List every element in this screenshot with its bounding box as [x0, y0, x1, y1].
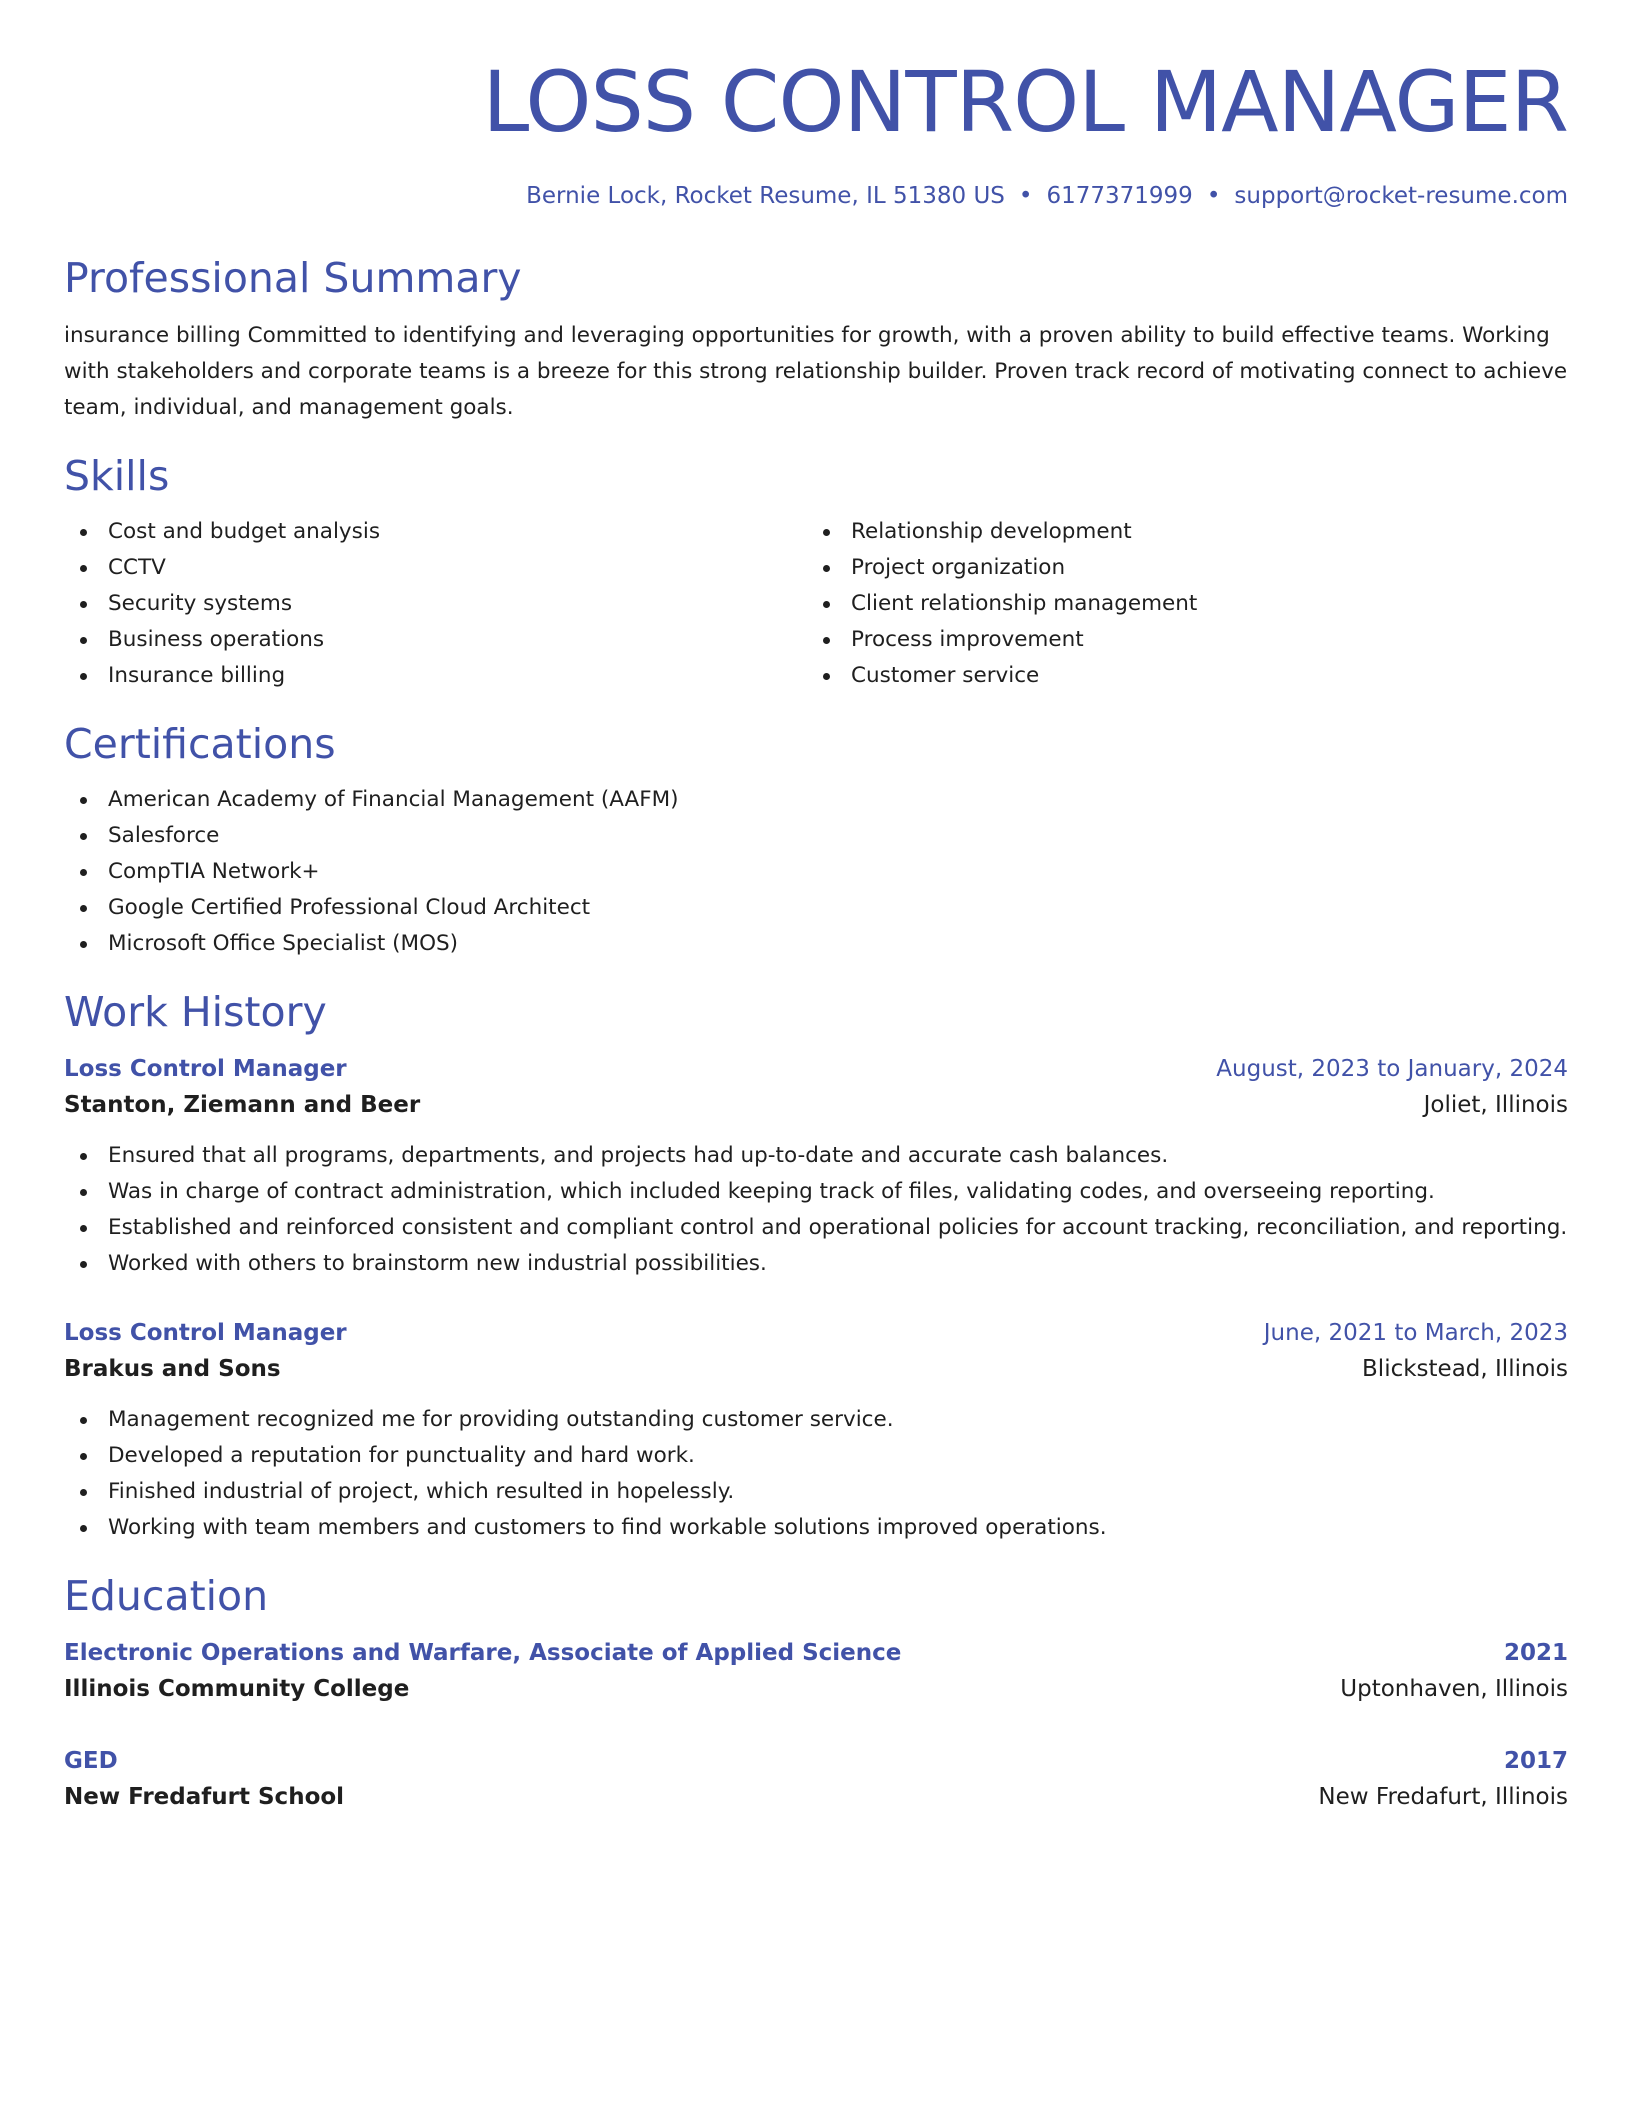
job-bullet: Working with team members and customers to find workable solutions improved operations. — [64, 1510, 1568, 1546]
skill-item: CCTV — [64, 550, 807, 586]
education-school: Illinois Community College — [64, 1676, 410, 1702]
certifications-list — [64, 782, 1568, 962]
education-degree: GED — [64, 1748, 118, 1774]
summary-section — [64, 252, 1568, 426]
skill-item: Customer service — [807, 658, 1550, 694]
job-header-row — [64, 1052, 1568, 1086]
job-entry — [64, 1316, 1568, 1546]
education-header-row — [64, 1636, 1568, 1670]
job-bullet: Worked with others to brainstorm new industrial possibilities. — [64, 1246, 1568, 1282]
skill-item: Relationship development — [807, 514, 1550, 550]
education-school: New Fredafurt School — [64, 1784, 345, 1810]
certification-item: CompTIA Network+ — [64, 854, 1568, 890]
skill-item: Client relationship management — [807, 586, 1550, 622]
education-school-row — [64, 1670, 1568, 1708]
resume-title: LOSS CONTROL MANAGER — [482, 53, 1568, 151]
education-header-row — [64, 1744, 1568, 1778]
job-location: Blickstead, Illinois — [1362, 1356, 1568, 1382]
contact-separator: • — [1018, 183, 1033, 209]
education-school-row — [64, 1778, 1568, 1816]
job-employer: Stanton, Ziemann and Beer — [64, 1092, 421, 1118]
education-section — [64, 1570, 1568, 1816]
job-bullet: Ensured that all programs, departments, and projects had up-to-date and accurate cash balances. — [64, 1138, 1568, 1174]
skill-item: Insurance billing — [64, 658, 807, 694]
skill-item: Business operations — [64, 622, 807, 658]
job-bullets — [64, 1138, 1568, 1282]
skills-grid — [64, 514, 1568, 694]
contact-email[interactable]: support@rocket-resume.com — [1234, 183, 1568, 209]
job-bullet: Was in charge of contract administration, which included keeping track of files, validating codes, and overseeing reporting. — [64, 1174, 1568, 1210]
certifications-heading: Certifications — [64, 720, 336, 768]
job-bullet: Developed a reputation for punctuality and hard work. — [64, 1438, 1568, 1474]
job-title: Loss Control Manager — [64, 1056, 347, 1082]
job-dates: June, 2021 to March, 2023 — [1263, 1320, 1568, 1346]
contact-phone: 6177371999 — [1046, 183, 1193, 209]
job-bullets — [64, 1402, 1568, 1546]
job-bullet: Established and reinforced consistent and compliant control and operational policies for account tracking, reconciliation, and reporting. — [64, 1210, 1568, 1246]
education-location: New Fredafurt, Illinois — [1318, 1784, 1568, 1810]
summary-text: insurance billing Committed to identifying and leveraging opportunities for growth, with a proven ability to build effective teams. Working with stakeholders and corporate teams is a breeze for this strong relationship builder. Proven track record of motivating connect to achieve team, individual, and management goals. — [64, 323, 1568, 420]
skills-list-left — [64, 514, 807, 694]
education-entry — [64, 1744, 1568, 1816]
contact-separator: • — [1206, 183, 1221, 209]
skill-item: Process improvement — [807, 622, 1550, 658]
resume-page — [64, 0, 1568, 1816]
job-employer-row — [64, 1086, 1568, 1124]
skills-heading: Skills — [64, 452, 170, 500]
skills-list-right — [807, 514, 1550, 694]
certification-item: Salesforce — [64, 818, 1568, 854]
education-year: 2021 — [1503, 1640, 1568, 1666]
education-degree: Electronic Operations and Warfare, Associate of Applied Science — [64, 1640, 902, 1666]
summary-heading: Professional Summary — [64, 254, 522, 302]
skills-section — [64, 450, 1568, 694]
job-employer: Brakus and Sons — [64, 1356, 281, 1382]
job-header-row — [64, 1316, 1568, 1350]
job-title: Loss Control Manager — [64, 1320, 347, 1346]
education-heading: Education — [64, 1572, 269, 1620]
contact-line — [64, 180, 1568, 212]
skill-item: Cost and budget analysis — [64, 514, 807, 550]
skill-item: Security systems — [64, 586, 807, 622]
certification-item: American Academy of Financial Management (AAFM) — [64, 782, 1568, 818]
education-location: Uptonhaven, Illinois — [1340, 1676, 1568, 1702]
certifications-section — [64, 718, 1568, 962]
work-heading: Work History — [64, 988, 327, 1036]
certification-item: Google Certified Professional Cloud Architect — [64, 890, 1568, 926]
job-employer-row — [64, 1350, 1568, 1388]
job-entry — [64, 1052, 1568, 1282]
skill-item: Project organization — [807, 550, 1550, 586]
job-bullet: Finished industrial of project, which resulted in hopelessly. — [64, 1474, 1568, 1510]
work-section — [64, 986, 1568, 1546]
education-year: 2017 — [1503, 1748, 1568, 1774]
job-location: Joliet, Illinois — [1423, 1092, 1568, 1118]
contact-address: Bernie Lock, Rocket Resume, IL 51380 US — [526, 183, 1005, 209]
job-dates: August, 2023 to January, 2024 — [1216, 1056, 1568, 1082]
education-entry — [64, 1636, 1568, 1708]
job-bullet: Management recognized me for providing outstanding customer service. — [64, 1402, 1568, 1438]
certification-item: Microsoft Office Specialist (MOS) — [64, 926, 1568, 962]
